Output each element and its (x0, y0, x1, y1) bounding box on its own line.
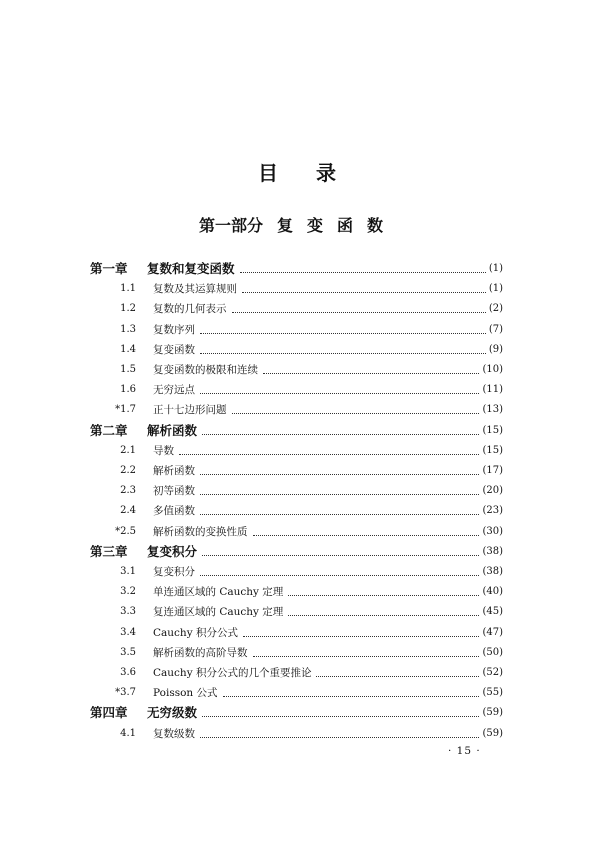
toc-section-row[interactable] (112, 599, 503, 619)
page-ref: (59) (482, 727, 503, 739)
dot-leader (243, 636, 479, 637)
toc-section-row[interactable] (112, 498, 503, 518)
page-title-char-1: 目 (258, 161, 280, 185)
section-number: *1.7 (115, 404, 136, 416)
toc-section-row[interactable] (112, 397, 503, 417)
dot-leader (288, 595, 479, 596)
page-ref: (15) (482, 424, 503, 436)
section-title: Poisson 公式 (153, 687, 218, 700)
page-title-char-2: 录 (316, 161, 338, 185)
dot-leader (223, 696, 479, 697)
toc-chapter-row[interactable] (90, 539, 503, 559)
section-title: 复变函数 (153, 343, 195, 356)
chapter-number: 第二章 (90, 422, 128, 438)
page-ref: (45) (482, 606, 503, 618)
section-title: 复数及其运算规则 (153, 283, 237, 296)
chapter-title: 无穷级数 (147, 705, 198, 721)
dot-leader (202, 434, 479, 435)
dot-leader (202, 555, 479, 556)
dot-leader (200, 737, 479, 738)
page-ref: (50) (482, 646, 503, 658)
page-ref: (52) (482, 667, 503, 678)
section-number: *3.7 (115, 687, 136, 699)
dot-leader (200, 514, 479, 515)
page-ref: (17) (482, 465, 503, 476)
page-ref: (15) (482, 444, 503, 456)
dot-leader (316, 676, 479, 677)
section-number: 3.2 (120, 586, 136, 598)
page-ref: (2) (488, 303, 503, 315)
chapter-number: 第三章 (90, 543, 128, 559)
section-title: 正十七边形问题 (153, 404, 227, 417)
section-number: 2.2 (120, 465, 136, 476)
dot-leader (240, 272, 486, 273)
toc-section-row[interactable] (112, 519, 503, 539)
dot-leader (200, 494, 479, 495)
section-title: 复数序列 (153, 323, 195, 336)
dot-leader (200, 333, 486, 334)
page-ref: (23) (482, 505, 503, 517)
toc-section-row[interactable] (112, 640, 503, 660)
section-number: 1.2 (120, 303, 136, 315)
section-number: 3.3 (120, 606, 136, 618)
section-title: 复数的几何表示 (153, 303, 227, 316)
page-ref: (47) (482, 626, 503, 638)
toc-section-row[interactable] (112, 579, 503, 599)
section-title: 多值函数 (153, 505, 195, 518)
section-title: Cauchy 积分公式的几个重要推论 (153, 667, 312, 679)
toc-section-row[interactable] (112, 438, 503, 458)
section-number: 3.1 (120, 566, 136, 577)
chapter-title: 复变积分 (147, 543, 198, 559)
dot-leader (253, 535, 479, 536)
dot-leader (200, 353, 486, 354)
toc-chapter-row[interactable] (90, 700, 503, 720)
page-ref: (20) (482, 485, 503, 497)
dot-leader (242, 292, 486, 293)
toc-section-row[interactable] (112, 478, 503, 498)
section-number: 4.1 (120, 727, 136, 739)
section-number: 1.5 (120, 364, 136, 375)
chapter-title: 复数和复变函数 (147, 261, 235, 276)
section-title: 解析函数 (153, 465, 195, 477)
section-number: *2.5 (115, 525, 136, 537)
dot-leader (202, 716, 479, 717)
dot-leader (263, 373, 479, 374)
section-title: 无穷远点 (153, 384, 195, 397)
dot-leader (200, 474, 479, 475)
dot-leader (200, 575, 479, 576)
toc-section-row[interactable] (112, 317, 503, 337)
page-ref: (38) (482, 545, 503, 557)
section-number: 2.3 (120, 485, 136, 497)
section-title: Cauchy 积分公式 (153, 626, 238, 639)
toc-section-row[interactable] (112, 296, 503, 316)
toc-chapter-row[interactable] (90, 418, 503, 438)
dot-leader (179, 454, 479, 455)
section-number: 2.4 (120, 505, 136, 517)
page-ref: (10) (482, 364, 503, 375)
dot-leader (232, 312, 486, 313)
part-name: 复变函数 (277, 216, 398, 235)
toc-section-row[interactable] (112, 559, 503, 579)
page-ref: (40) (482, 586, 503, 598)
section-number: 1.1 (120, 283, 136, 295)
toc-section-row[interactable] (112, 721, 503, 741)
page-number: · 15 · (448, 745, 481, 757)
chapter-number: 第四章 (90, 705, 128, 721)
section-title: 导数 (153, 444, 174, 457)
page-ref: (11) (482, 384, 503, 396)
section-title: 解析函数的高阶导数 (153, 646, 248, 659)
section-number: 3.4 (120, 626, 136, 638)
section-number: 3.6 (120, 667, 136, 678)
section-title: 解析函数的变换性质 (153, 525, 248, 538)
toc-section-row[interactable] (112, 357, 503, 377)
toc-section-row[interactable] (112, 337, 503, 357)
page-ref: (59) (482, 707, 503, 719)
toc-section-row[interactable] (112, 660, 503, 680)
toc-section-row[interactable] (112, 276, 503, 296)
chapter-title: 解析函数 (147, 422, 198, 438)
section-number: 1.6 (120, 384, 136, 396)
toc-section-row[interactable] (112, 377, 503, 397)
section-title: 复数级数 (153, 727, 195, 740)
toc-section-row[interactable] (112, 680, 503, 700)
page-ref: (55) (482, 687, 503, 699)
dot-leader (232, 413, 479, 414)
page-ref: (9) (488, 343, 503, 355)
section-title: 复变函数的极限和连续 (153, 364, 258, 376)
dot-leader (253, 656, 479, 657)
toc-chapter-row[interactable] (90, 256, 503, 276)
chapter-number: 第一章 (90, 261, 128, 276)
page-ref: (7) (488, 323, 503, 335)
page-title (0, 157, 596, 186)
section-title: 单连通区域的 Cauchy 定理 (153, 586, 284, 599)
section-number: 2.1 (120, 444, 136, 456)
toc-section-row[interactable] (112, 620, 503, 640)
section-number: 1.4 (120, 343, 136, 355)
section-title: 复变积分 (153, 566, 195, 578)
page-ref: (30) (482, 525, 503, 537)
section-title: 复连通区域的 Cauchy 定理 (153, 606, 284, 619)
dot-leader (288, 615, 479, 616)
page-ref: (1) (488, 263, 503, 274)
page-ref: (38) (482, 566, 503, 577)
part-prefix: 第一部分 (198, 216, 263, 235)
page-ref: (13) (482, 404, 503, 416)
section-title: 初等函数 (153, 485, 195, 498)
page-ref: (1) (488, 283, 503, 295)
toc-section-row[interactable] (112, 458, 503, 478)
section-number: 1.3 (120, 323, 136, 335)
dot-leader (200, 393, 479, 394)
section-number: 3.5 (120, 646, 136, 658)
part-heading (0, 213, 596, 236)
